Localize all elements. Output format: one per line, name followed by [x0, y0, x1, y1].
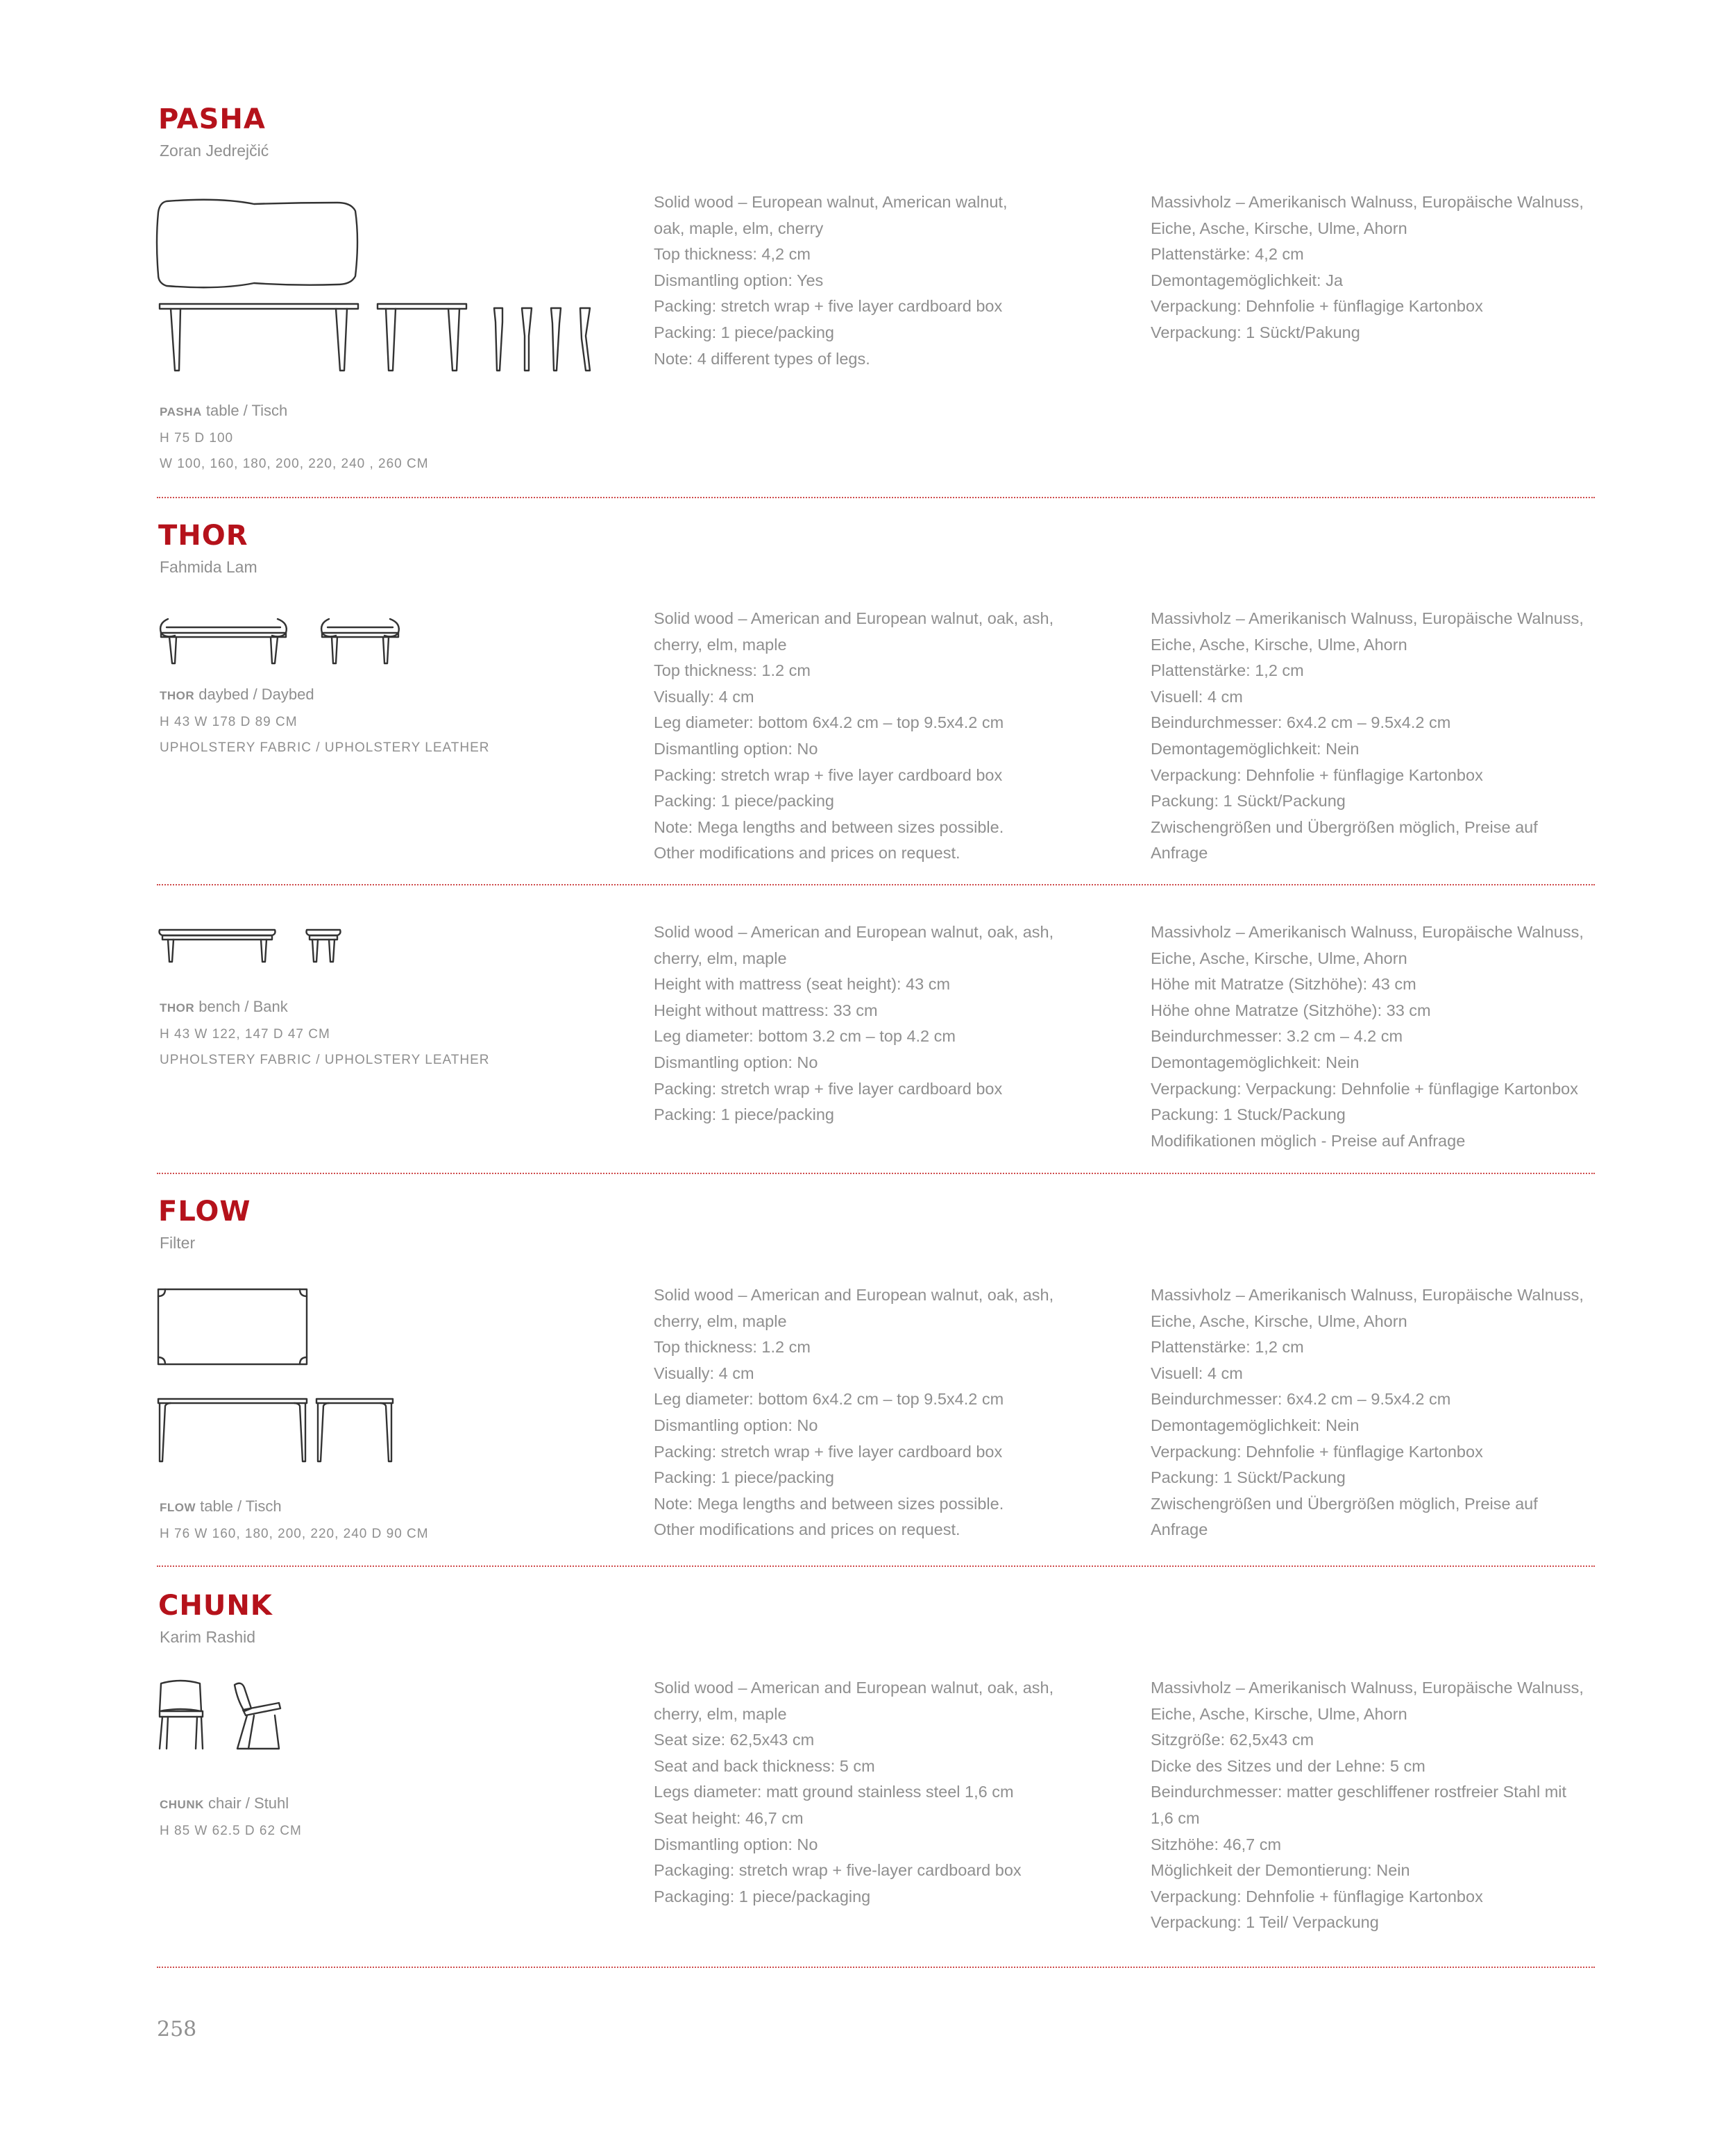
chunk-title: CHUNK — [158, 1590, 273, 1622]
spec-line: Höhe mit Matratze (Sitzhöhe): 43 cm — [1151, 975, 1416, 994]
spec-line: Seat and back thickness: 5 cm — [654, 1756, 875, 1775]
spec-line: Visuell: 4 cm — [1151, 1364, 1243, 1382]
spec-line: Verpackung: Verpackung: Dehnfolie + fünflagige Kartonbox — [1151, 1079, 1579, 1098]
spec-line: Eiche, Asche, Kirsche, Ulme, Ahorn — [1151, 1704, 1407, 1723]
spec-line: Visually: 4 cm — [654, 687, 754, 706]
spec-line: Dicke des Sitzes und der Lehne: 5 cm — [1151, 1756, 1425, 1775]
spec-line: Solid wood – European walnut, American walnut, — [654, 193, 1008, 211]
spec-line: Dismantling option: Yes — [654, 271, 824, 289]
spec-line: Note: 4 different types of legs. — [654, 349, 870, 368]
spec-line: Massivholz – Amerikanisch Walnuss, Europäische Walnuss, — [1151, 1679, 1584, 1697]
thor-daybed-label-dims: H 43 W 178 D 89 CM — [160, 714, 298, 729]
spec-line: Verpackung: 1 Sückt/Pakung — [1151, 323, 1360, 341]
spec-line: Packaging: 1 piece/packaging — [654, 1887, 871, 1905]
spec-line: Massivholz – Amerikanisch Walnuss, Europäische Walnuss, — [1151, 1286, 1584, 1304]
flow-label-type: table / Tisch — [196, 1497, 282, 1515]
spec-line: Sitzgröße: 62,5x43 cm — [1151, 1731, 1314, 1749]
spec-line: Plattenstärke: 1,2 cm — [1151, 1338, 1304, 1357]
spec-line: Packung: 1 Sückt/Packung — [1151, 792, 1346, 810]
spec-line: Packung: 1 Sückt/Packung — [1151, 1468, 1346, 1487]
spec-line: Eiche, Asche, Kirsche, Ulme, Ahorn — [1151, 1312, 1407, 1330]
flow-label-dims: H 76 W 160, 180, 200, 220, 240 D 90 CM — [160, 1526, 429, 1541]
spec-line: Visuell: 4 cm — [1151, 687, 1243, 706]
flow-title: FLOW — [158, 1196, 251, 1228]
spec-line: Demontagemöglichkeit: Nein — [1151, 1416, 1360, 1434]
spec-line: Verpackung: 1 Teil/ Verpackung — [1151, 1913, 1379, 1932]
spec-line: cherry, elm, maple — [654, 949, 787, 967]
section-divider — [157, 1173, 1595, 1174]
spec-line: Top thickness: 1.2 cm — [654, 1338, 811, 1357]
pasha-label-dims2: W 100, 160, 180, 200, 220, 240 , 260 CM — [160, 457, 429, 472]
spec-line: Demontagemöglichkeit: Nein — [1151, 1053, 1360, 1071]
spec-line: Anfrage — [1151, 844, 1208, 863]
spec-line: Visually: 4 cm — [654, 1364, 754, 1382]
thor-title: THOR — [158, 520, 248, 552]
spec-line: Solid wood – American and European walnut, oak, ash, — [654, 1679, 1054, 1697]
thor-daybed-drawing — [157, 615, 407, 670]
spec-line: Plattenstärke: 4,2 cm — [1151, 245, 1304, 264]
spec-line: Leg diameter: bottom 6x4.2 cm – top 9.5x4.2 cm — [654, 1390, 1004, 1409]
spec-line: Zwischengrößen und Übergrößen möglich, Preise auf — [1151, 817, 1538, 836]
spec-line: Leg diameter: bottom 6x4.2 cm – top 9.5x4.2 cm — [654, 713, 1004, 732]
spec-line: cherry, elm, maple — [654, 635, 787, 654]
pasha-designer: Zoran Jedrejčić — [160, 142, 269, 160]
pasha-label-type: table / Tisch — [201, 402, 288, 419]
spec-line: Beindurchmesser: 3.2 cm – 4.2 cm — [1151, 1027, 1403, 1046]
spec-line: Packaging: stretch wrap + five-layer cardboard box — [654, 1861, 1022, 1880]
flow-label-name: FLOW — [160, 1501, 196, 1514]
spec-line: Dismantling option: No — [654, 1053, 818, 1071]
spec-line: Massivholz – Amerikanisch Walnuss, Europäische Walnuss, — [1151, 193, 1584, 211]
spec-line: 1,6 cm — [1151, 1808, 1200, 1827]
flow-designer: Filter — [160, 1234, 196, 1252]
pasha-table-drawing — [157, 200, 601, 380]
spec-line: Packing: stretch wrap + five layer cardboard box — [654, 765, 1003, 784]
pasha-specs-en — [654, 189, 1140, 372]
flow-specs-de — [1151, 1282, 1636, 1543]
spec-line: Height with mattress (seat height): 43 cm — [654, 975, 951, 994]
spec-line: Höhe ohne Matratze (Sitzhöhe): 33 cm — [1151, 1001, 1431, 1019]
spec-line: Dismantling option: No — [654, 739, 818, 758]
flow-table-drawing — [157, 1288, 407, 1468]
spec-line: Top thickness: 4,2 cm — [654, 245, 811, 264]
spec-line: Demontagemöglichkeit: Ja — [1151, 271, 1343, 289]
spec-line: Anfrage — [1151, 1520, 1208, 1539]
spec-line: Packing: stretch wrap + five layer cardboard box — [654, 1079, 1003, 1098]
spec-line: Verpackung: Dehnfolie + fünflagige Kartonbox — [1151, 1442, 1483, 1461]
spec-line: Solid wood – American and European walnut, oak, ash, — [654, 609, 1054, 627]
spec-line: Height without mattress: 33 cm — [654, 1001, 878, 1019]
spec-line: Legs diameter: matt ground stainless steel 1,6 cm — [654, 1783, 1014, 1801]
spec-line: Other modifications and prices on request. — [654, 844, 960, 863]
spec-line: Note: Mega lengths and between sizes possible. — [654, 817, 1004, 836]
spec-line: Eiche, Asche, Kirsche, Ulme, Ahorn — [1151, 949, 1407, 967]
page-number: 258 — [157, 2017, 197, 2042]
spec-line: Verpackung: Dehnfolie + fünflagige Kartonbox — [1151, 1887, 1483, 1905]
spec-line: Seat height: 46,7 cm — [654, 1808, 804, 1827]
thor-bench-drawing — [157, 926, 351, 967]
spec-line: Verpackung: Dehnfolie + fünflagige Kartonbox — [1151, 297, 1483, 316]
flow-specs-en — [654, 1282, 1140, 1543]
thor-daybed-specs-en — [654, 606, 1140, 867]
spec-line: Packung: 1 Stuck/Packung — [1151, 1105, 1346, 1124]
spec-line: Packing: 1 piece/packing — [654, 792, 834, 810]
spec-line: Eiche, Asche, Kirsche, Ulme, Ahorn — [1151, 635, 1407, 654]
spec-line: Beindurchmesser: matter geschliffener rostfreier Stahl mit — [1151, 1783, 1567, 1801]
spec-line: Packing: stretch wrap + five layer cardboard box — [654, 1442, 1003, 1461]
pasha-product-label — [160, 398, 429, 477]
chunk-specs-de — [1151, 1675, 1636, 1936]
chunk-label-name: CHUNK — [160, 1798, 204, 1811]
chunk-product-label — [160, 1790, 302, 1844]
thor-bench-specs-en — [654, 919, 1140, 1128]
thor-bench-label — [160, 994, 489, 1073]
flow-product-label — [160, 1493, 429, 1547]
chunk-label-dims: H 85 W 62.5 D 62 CM — [160, 1823, 302, 1838]
thor-daybed-label — [160, 681, 489, 761]
spec-line: cherry, elm, maple — [654, 1312, 787, 1330]
spec-line: Solid wood – American and European walnut, oak, ash, — [654, 1286, 1054, 1304]
thor-bench-specs-de — [1151, 919, 1636, 1154]
chunk-label-type: chair / Stuhl — [203, 1794, 289, 1812]
thor-bench-label-dims: H 43 W 122, 147 D 47 CM — [160, 1026, 330, 1042]
thor-bench-label-name: THOR — [160, 1001, 195, 1015]
spec-line: Verpackung: Dehnfolie + fünflagige Kartonbox — [1151, 765, 1483, 784]
spec-line: Dismantling option: No — [654, 1416, 818, 1434]
thor-daybed-label-upholstery: UPHOLSTERY FABRIC / UPHOLSTERY LEATHER — [160, 740, 490, 756]
spec-line: Top thickness: 1.2 cm — [654, 661, 811, 680]
spec-line: Packing: 1 piece/packing — [654, 1105, 834, 1124]
spec-line: cherry, elm, maple — [654, 1704, 787, 1723]
spec-line: Zwischengrößen und Übergrößen möglich, Preise auf — [1151, 1494, 1538, 1513]
thor-daybed-label-name: THOR — [160, 689, 195, 702]
spec-line: Beindurchmesser: 6x4.2 cm – 9.5x4.2 cm — [1151, 713, 1451, 732]
spec-line: Packing: stretch wrap + five layer cardboard box — [654, 297, 1003, 316]
pasha-specs-de — [1151, 189, 1636, 346]
thor-bench-label-upholstery: UPHOLSTERY FABRIC / UPHOLSTERY LEATHER — [160, 1053, 490, 1068]
spec-line: Möglichkeit der Demontierung: Nein — [1151, 1861, 1410, 1880]
spec-line: Dismantling option: No — [654, 1835, 818, 1853]
spec-line: Demontagemöglichkeit: Nein — [1151, 739, 1360, 758]
spec-line: Modifikationen möglich - Preise auf Anfrage — [1151, 1131, 1466, 1150]
spec-line: Sitzhöhe: 46,7 cm — [1151, 1835, 1282, 1853]
chunk-specs-en — [654, 1675, 1140, 1910]
spec-line: Eiche, Asche, Kirsche, Ulme, Ahorn — [1151, 219, 1407, 237]
spec-line: oak, maple, elm, cherry — [654, 219, 824, 237]
thor-daybed-specs-de — [1151, 606, 1636, 867]
spec-line: Massivholz – Amerikanisch Walnuss, Europäische Walnuss, — [1151, 923, 1584, 941]
chunk-designer: Karim Rashid — [160, 1628, 256, 1646]
spec-line: Plattenstärke: 1,2 cm — [1151, 661, 1304, 680]
section-divider — [157, 1565, 1595, 1567]
spec-line: Beindurchmesser: 6x4.2 cm – 9.5x4.2 cm — [1151, 1390, 1451, 1409]
chunk-chair-drawing — [157, 1679, 296, 1756]
section-divider — [157, 1967, 1595, 1968]
thor-daybed-label-type: daybed / Daybed — [194, 686, 314, 703]
section-divider — [157, 497, 1595, 498]
spec-line: Packing: 1 piece/packing — [654, 323, 834, 341]
pasha-label-name: PASHA — [160, 405, 202, 418]
spec-line: Note: Mega lengths and between sizes possible. — [654, 1494, 1004, 1513]
spec-line: Seat size: 62,5x43 cm — [654, 1731, 815, 1749]
spec-line: Solid wood – American and European walnut, oak, ash, — [654, 923, 1054, 941]
section-divider — [157, 884, 1595, 885]
spec-line: Packing: 1 piece/packing — [654, 1468, 834, 1487]
spec-line: Leg diameter: bottom 3.2 cm – top 4.2 cm — [654, 1027, 956, 1046]
spec-line: Other modifications and prices on request. — [654, 1520, 960, 1539]
thor-bench-label-type: bench / Bank — [194, 998, 288, 1015]
pasha-label-dims1: H 75 D 100 — [160, 430, 234, 445]
pasha-title: PASHA — [158, 103, 266, 135]
spec-line: Massivholz – Amerikanisch Walnuss, Europäische Walnuss, — [1151, 609, 1584, 627]
thor-designer: Fahmida Lam — [160, 558, 257, 576]
